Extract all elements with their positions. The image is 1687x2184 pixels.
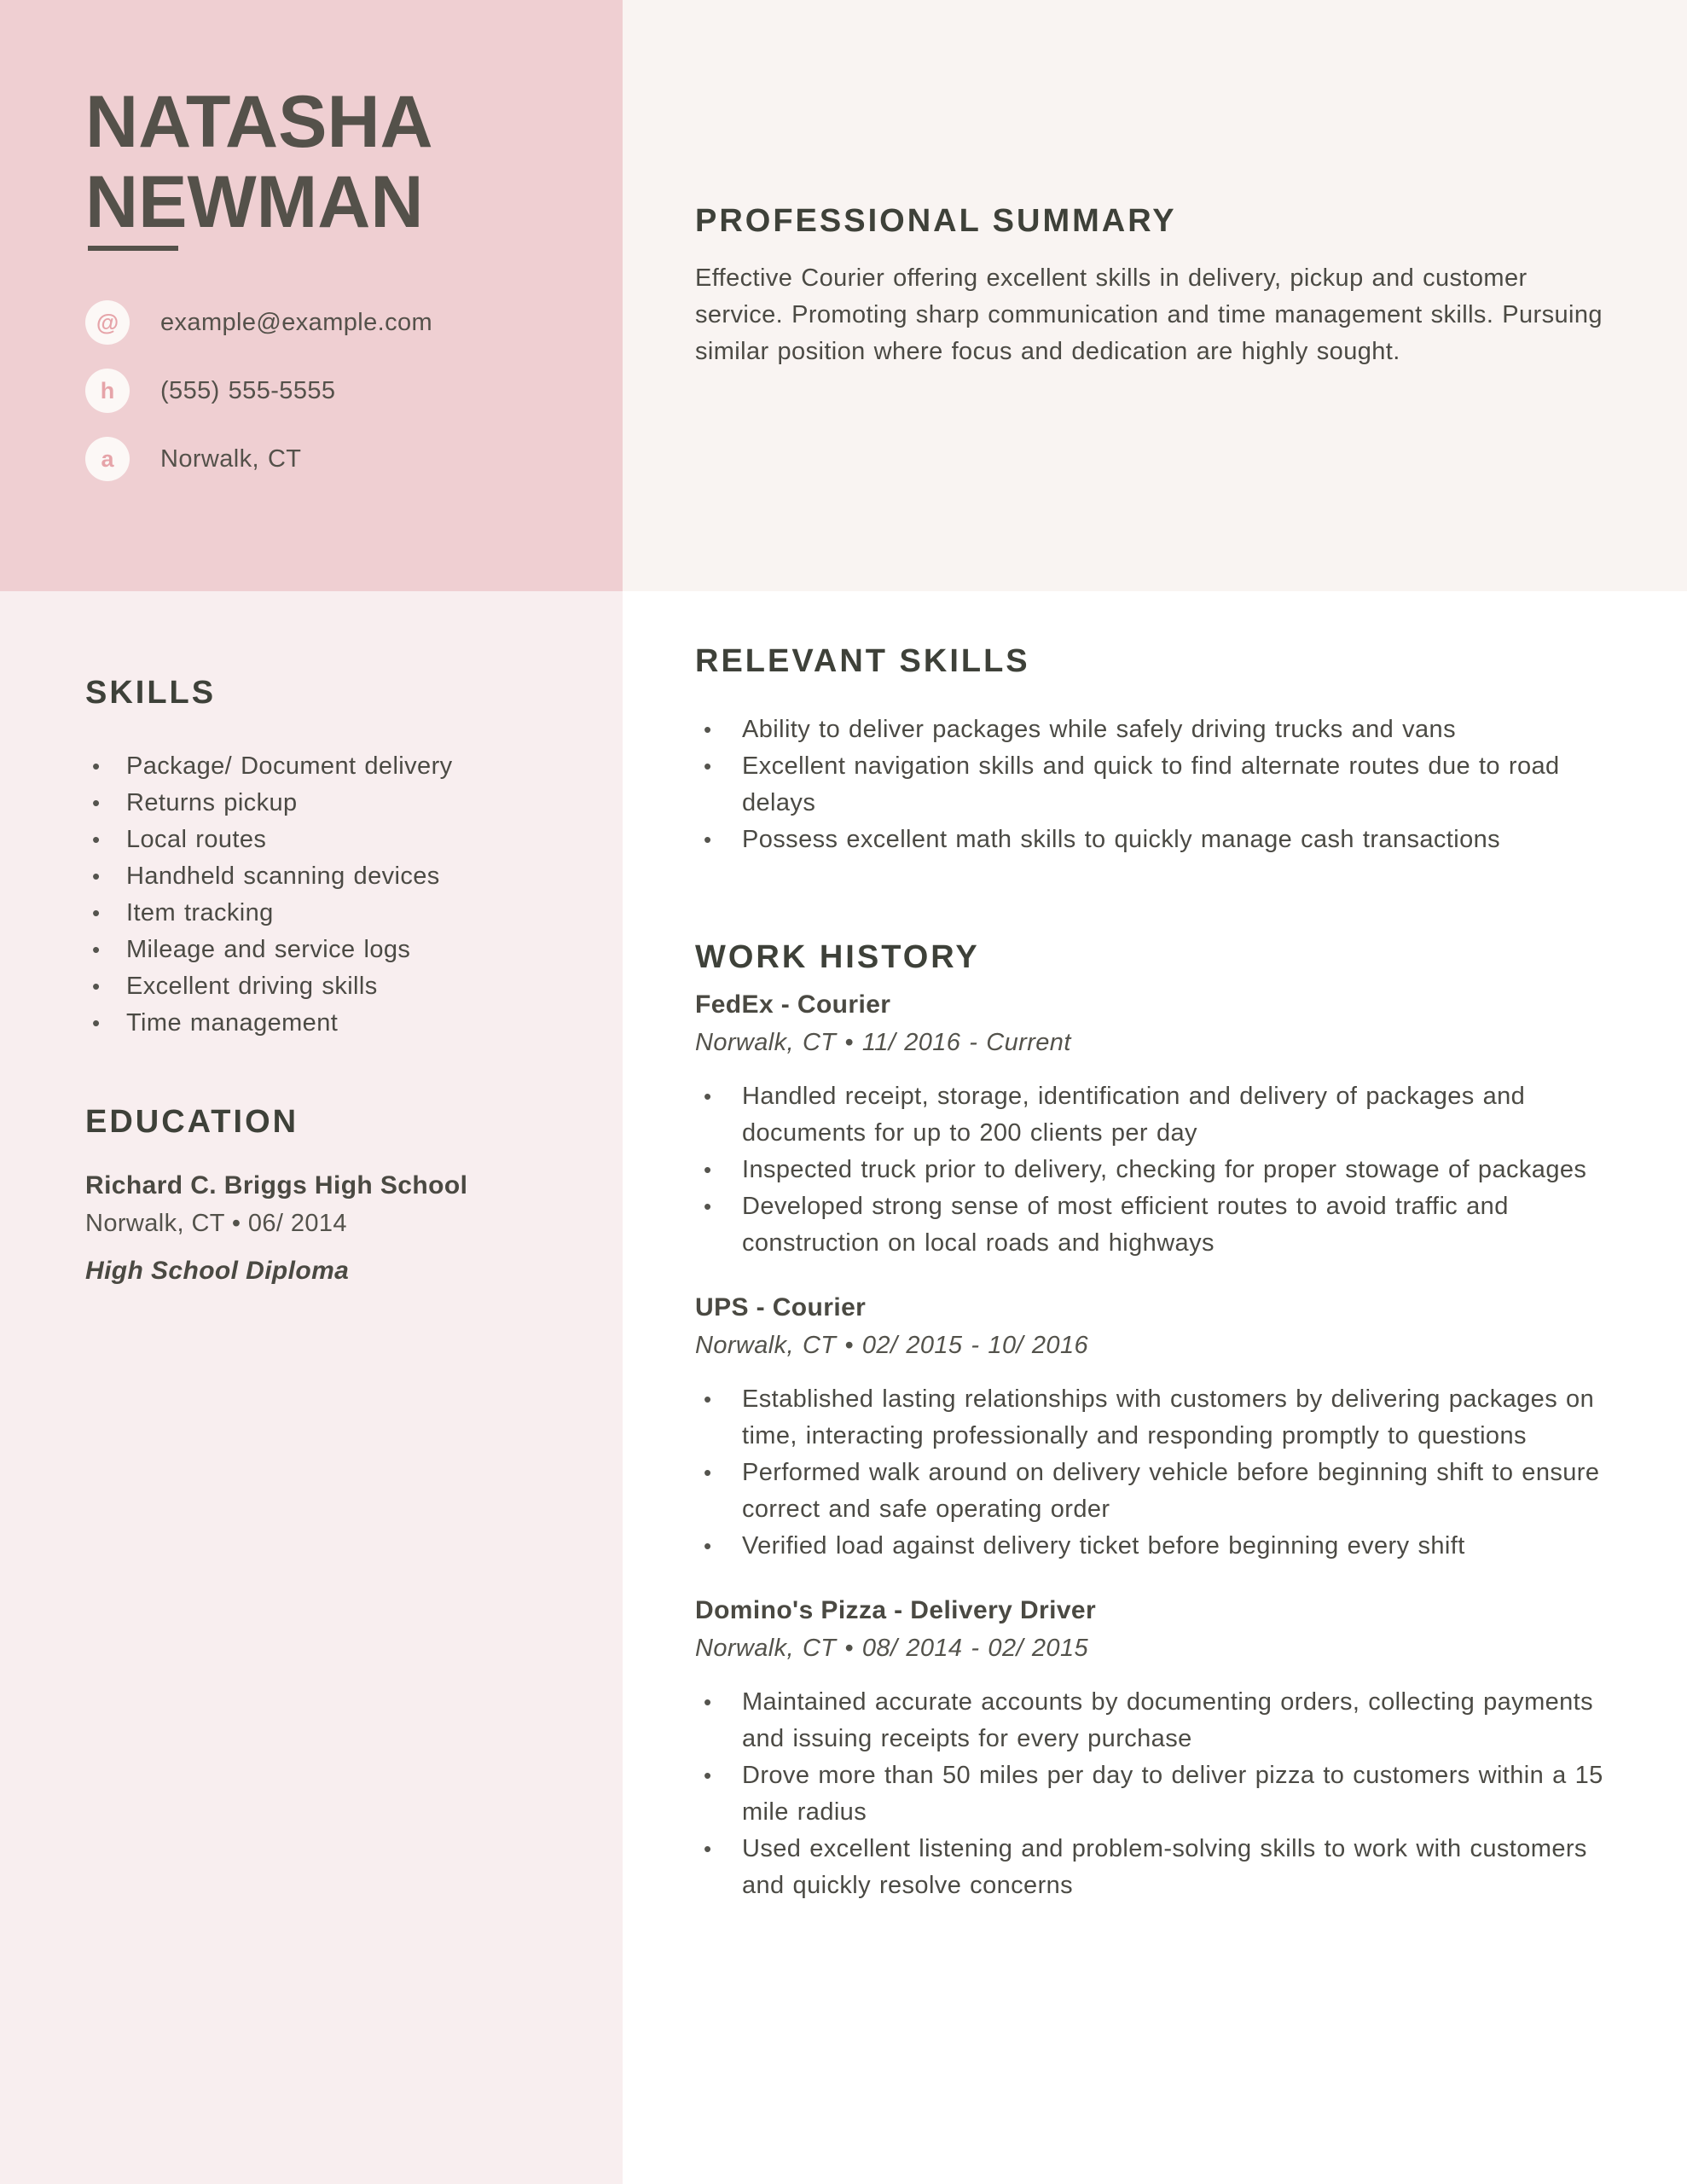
job-bullet-list bbox=[695, 1078, 1616, 1262]
job-bullet-list bbox=[695, 1684, 1616, 1904]
email-icon: @ bbox=[85, 300, 130, 345]
phone-icon: h bbox=[85, 369, 130, 413]
relevant-skills-heading: RELEVANT SKILLS bbox=[695, 643, 1030, 679]
work-history-heading: WORK HISTORY bbox=[695, 939, 980, 975]
name-divider bbox=[88, 246, 178, 251]
job-title: Domino's Pizza - Delivery Driver bbox=[695, 1596, 1097, 1624]
list-item: • Time management bbox=[85, 1005, 576, 1042]
list-item: • Performed walk around on delivery vehicle before beginning shift to ensure correct and safe operating order bbox=[695, 1455, 1616, 1528]
main-column bbox=[623, 0, 1687, 2184]
list-item: • Package/ Document delivery bbox=[85, 748, 576, 785]
job-location-dates: Norwalk, CT • 11/ 2016 - Current bbox=[695, 1029, 1071, 1056]
name-line-1: NATASHA bbox=[85, 81, 433, 163]
job-entry-fedex bbox=[695, 986, 1616, 1262]
relevant-skills-list bbox=[695, 712, 1616, 858]
education-heading: EDUCATION bbox=[85, 1104, 299, 1140]
list-item: • Ability to deliver packages while safely driving trucks and vans bbox=[695, 712, 1616, 748]
professional-summary-text: Effective Courier offering excellent skills in delivery, pickup and customer service. Promoting sharp communication and time management skills. Pursuing similar position where focus and dedication are highly sought. bbox=[695, 264, 1603, 365]
contact-phone-row bbox=[85, 369, 576, 413]
location-icon: a bbox=[85, 437, 130, 481]
contact-location-row bbox=[85, 437, 576, 481]
person-name bbox=[85, 82, 576, 242]
list-item: • Local routes bbox=[85, 822, 576, 858]
professional-summary-heading: PROFESSIONAL SUMMARY bbox=[695, 203, 1177, 239]
list-item: • Excellent navigation skills and quick to find alternate routes due to road delays bbox=[695, 748, 1616, 822]
list-item: • Mileage and service logs bbox=[85, 932, 576, 968]
contact-location-text: Norwalk, CT bbox=[160, 444, 302, 473]
list-item: • Established lasting relationships with customers by delivering packages on time, interacting professionally and responding promptly to questions bbox=[695, 1381, 1616, 1455]
education-degree: High School Diploma bbox=[85, 1257, 350, 1285]
list-item: • Drove more than 50 miles per day to deliver pizza to customers within a 15 mile radius bbox=[695, 1757, 1616, 1831]
job-entry-dominos bbox=[695, 1592, 1616, 1904]
list-item: • Inspected truck prior to delivery, checking for proper stowage of packages bbox=[695, 1152, 1616, 1188]
list-item: • Handled receipt, storage, identification and delivery of packages and documents for up to 200 clients per day bbox=[695, 1078, 1616, 1152]
contact-email-text: example@example.com bbox=[160, 308, 433, 336]
list-item: • Possess excellent math skills to quickly manage cash transactions bbox=[695, 822, 1616, 858]
list-item: • Maintained accurate accounts by documenting orders, collecting payments and issuing receipts for every purchase bbox=[695, 1684, 1616, 1757]
skills-list bbox=[85, 748, 576, 1042]
list-item: • Excellent driving skills bbox=[85, 968, 576, 1005]
education-location-date: Norwalk, CT • 06/ 2014 bbox=[85, 1210, 347, 1237]
list-item: • Used excellent listening and problem-solving skills to work with customers and quickly resolve concerns bbox=[695, 1831, 1616, 1904]
list-item: • Item tracking bbox=[85, 895, 576, 932]
job-bullet-list bbox=[695, 1381, 1616, 1565]
skills-heading: SKILLS bbox=[85, 675, 217, 711]
sidebar bbox=[0, 0, 623, 2184]
education-school: Richard C. Briggs High School bbox=[85, 1171, 468, 1199]
list-item: • Handheld scanning devices bbox=[85, 858, 576, 895]
job-entry-ups bbox=[695, 1289, 1616, 1565]
job-title: UPS - Courier bbox=[695, 1293, 867, 1321]
job-location-dates: Norwalk, CT • 02/ 2015 - 10/ 2016 bbox=[695, 1332, 1089, 1359]
job-location-dates: Norwalk, CT • 08/ 2014 - 02/ 2015 bbox=[695, 1635, 1089, 1662]
list-item: • Returns pickup bbox=[85, 785, 576, 822]
contact-list bbox=[85, 300, 576, 481]
contact-phone-text: (555) 555-5555 bbox=[160, 376, 336, 404]
list-item: • Verified load against delivery ticket before beginning every shift bbox=[695, 1528, 1616, 1565]
name-line-2: NEWMAN bbox=[85, 161, 424, 243]
contact-email-row bbox=[85, 300, 576, 345]
list-item: • Developed strong sense of most efficient routes to avoid traffic and construction on local roads and highways bbox=[695, 1188, 1616, 1262]
job-title: FedEx - Courier bbox=[695, 990, 891, 1019]
